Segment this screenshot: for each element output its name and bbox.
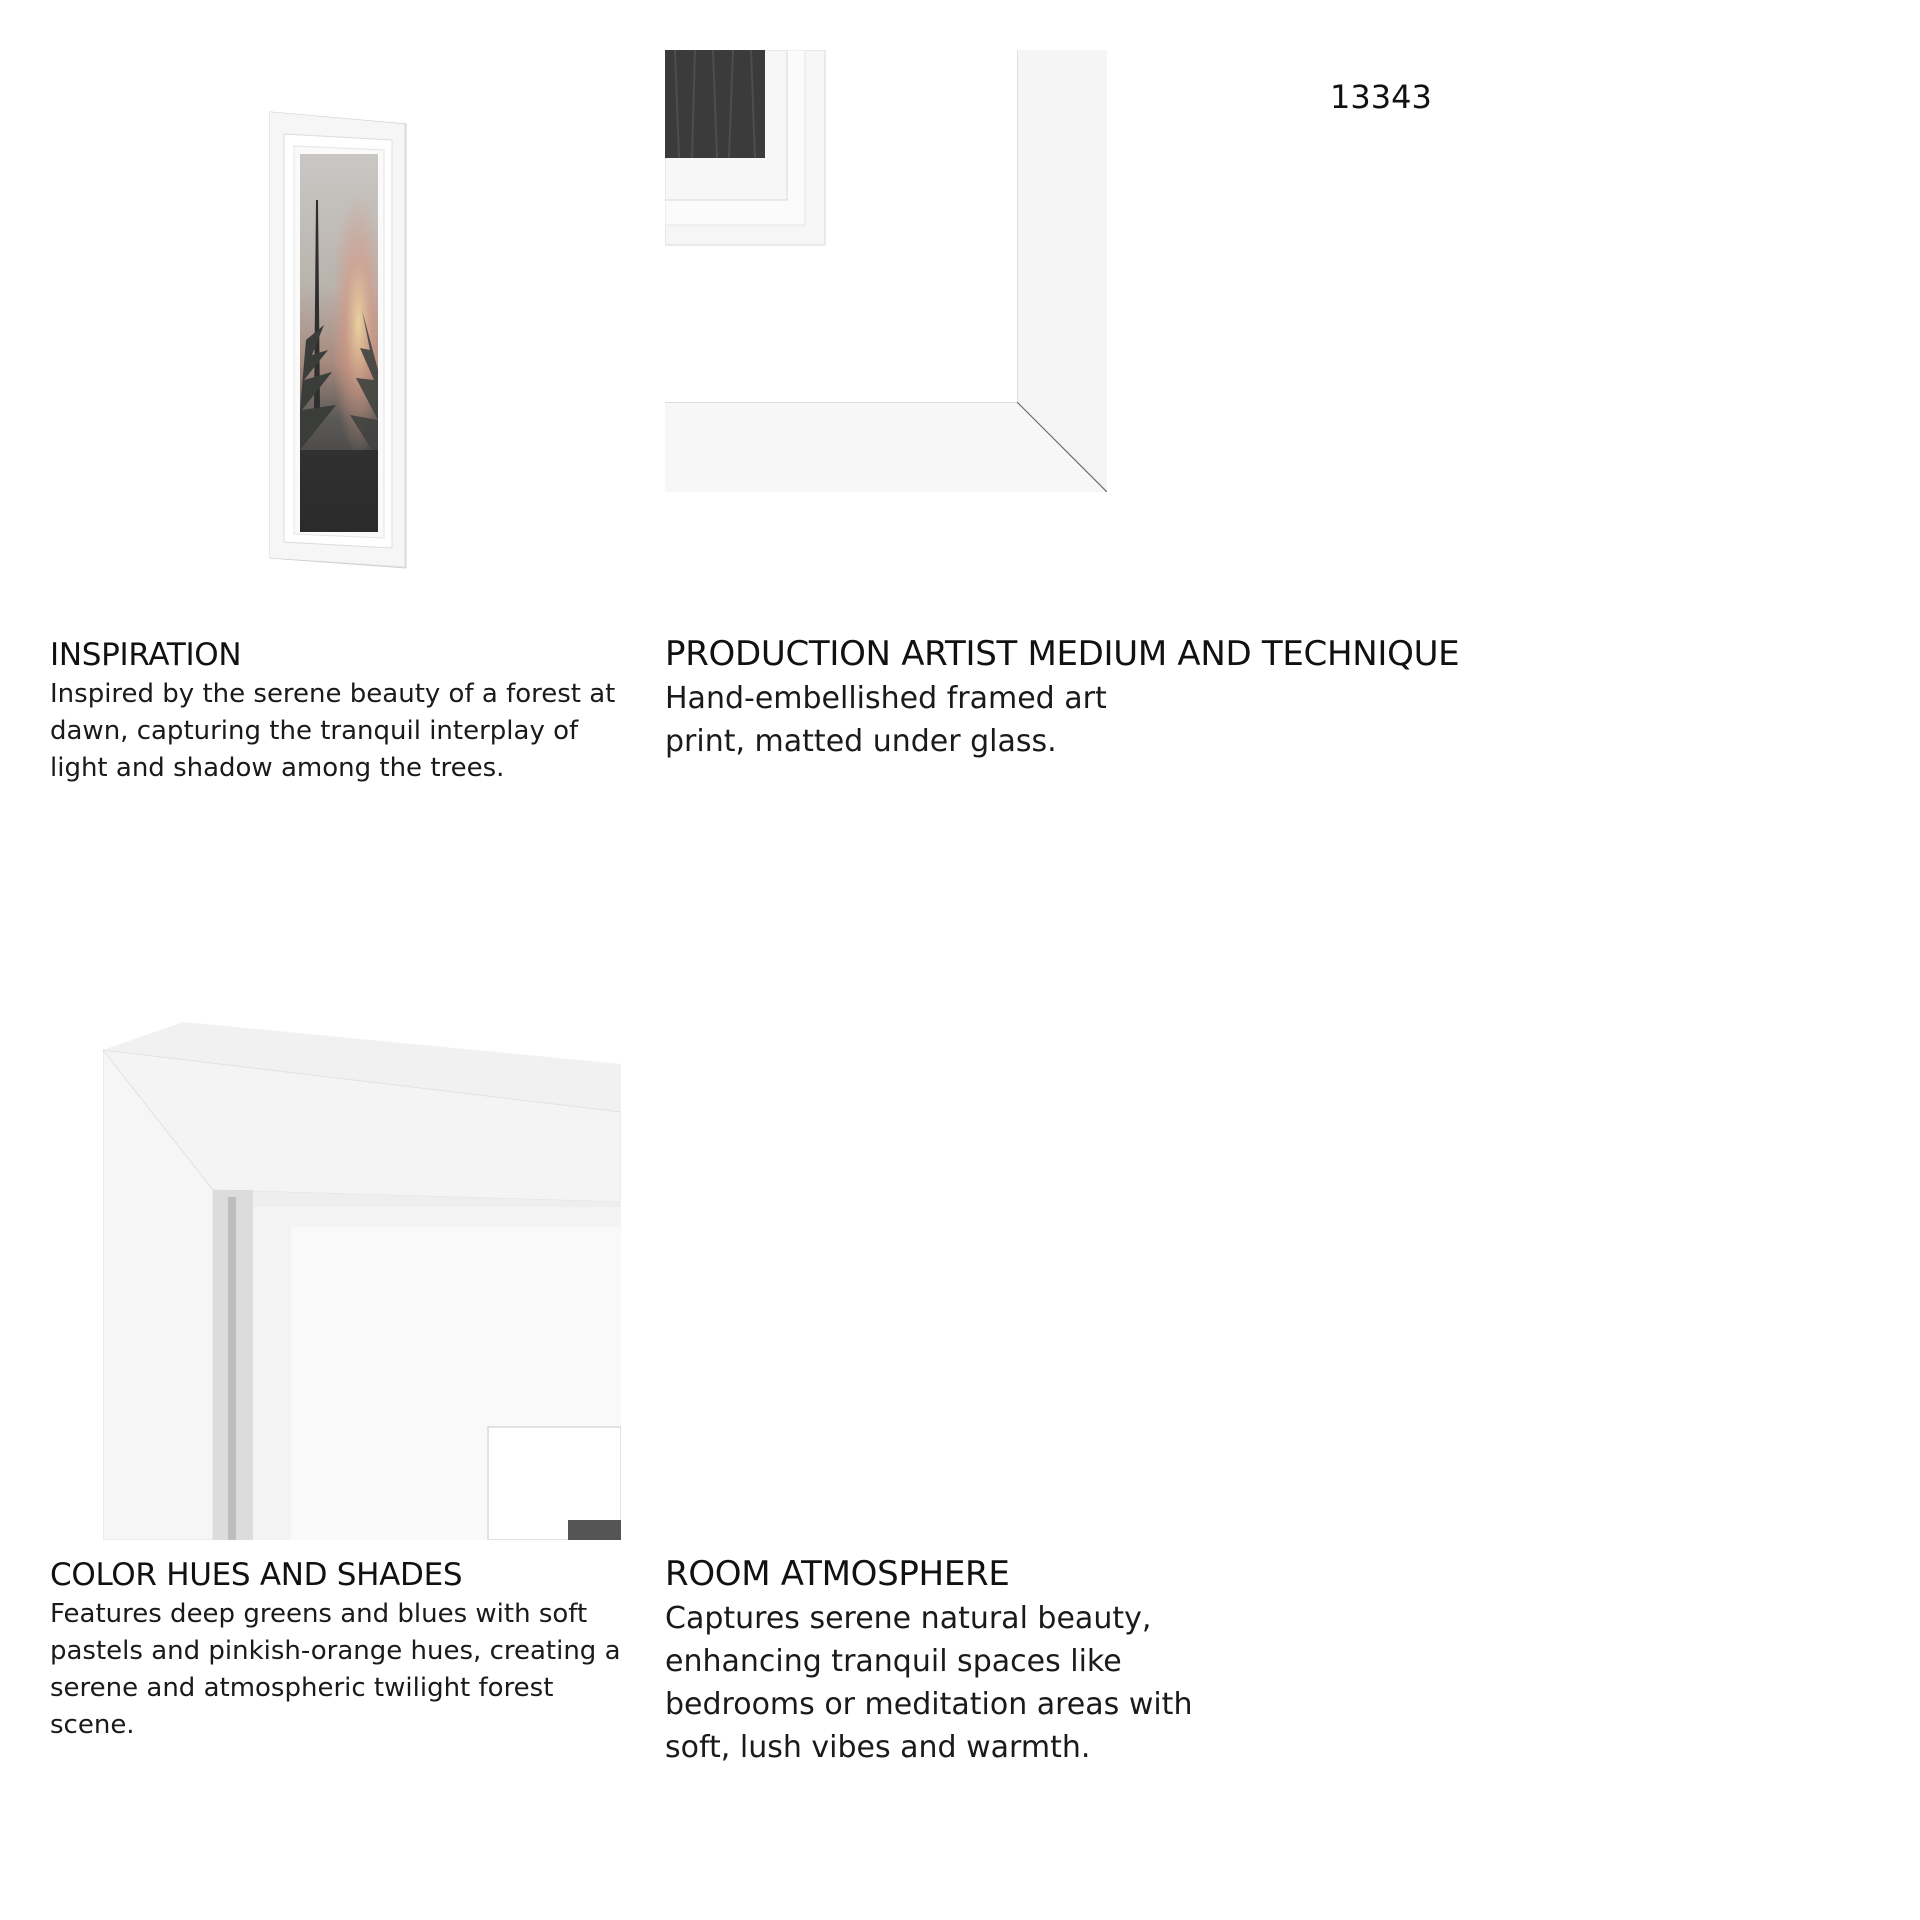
inspiration-heading: INSPIRATION	[50, 637, 242, 673]
framed-art-image	[266, 110, 411, 570]
product-code: 13343	[1330, 78, 1432, 116]
production-heading: PRODUCTION ARTIST MEDIUM AND TECHNIQUE	[665, 634, 1460, 674]
frame-edge-image	[103, 1022, 621, 1540]
inspiration-text: Inspired by the serene beauty of a forest at dawn, capturing the tranquil interplay of light and shadow among the trees.	[50, 679, 616, 784]
inspiration-section	[50, 638, 630, 787]
color-section	[50, 1558, 630, 1744]
production-text: Hand-embellished framed art print, matted under glass.	[665, 681, 1107, 760]
production-section	[665, 636, 1485, 763]
room-text: Captures serene natural beauty, enhancing tranquil spaces like bedrooms or meditation areas with soft, lush vibes and warmth.	[665, 1601, 1193, 1766]
frame-corner-image	[665, 50, 1107, 492]
color-heading: COLOR HUES AND SHADES	[50, 1557, 463, 1593]
room-heading: ROOM ATMOSPHERE	[665, 1554, 1010, 1594]
room-section	[665, 1556, 1285, 1769]
color-text: Features deep greens and blues with soft pastels and pinkish-orange hues, creating a serene and atmospheric twilight forest scene.	[50, 1599, 621, 1741]
